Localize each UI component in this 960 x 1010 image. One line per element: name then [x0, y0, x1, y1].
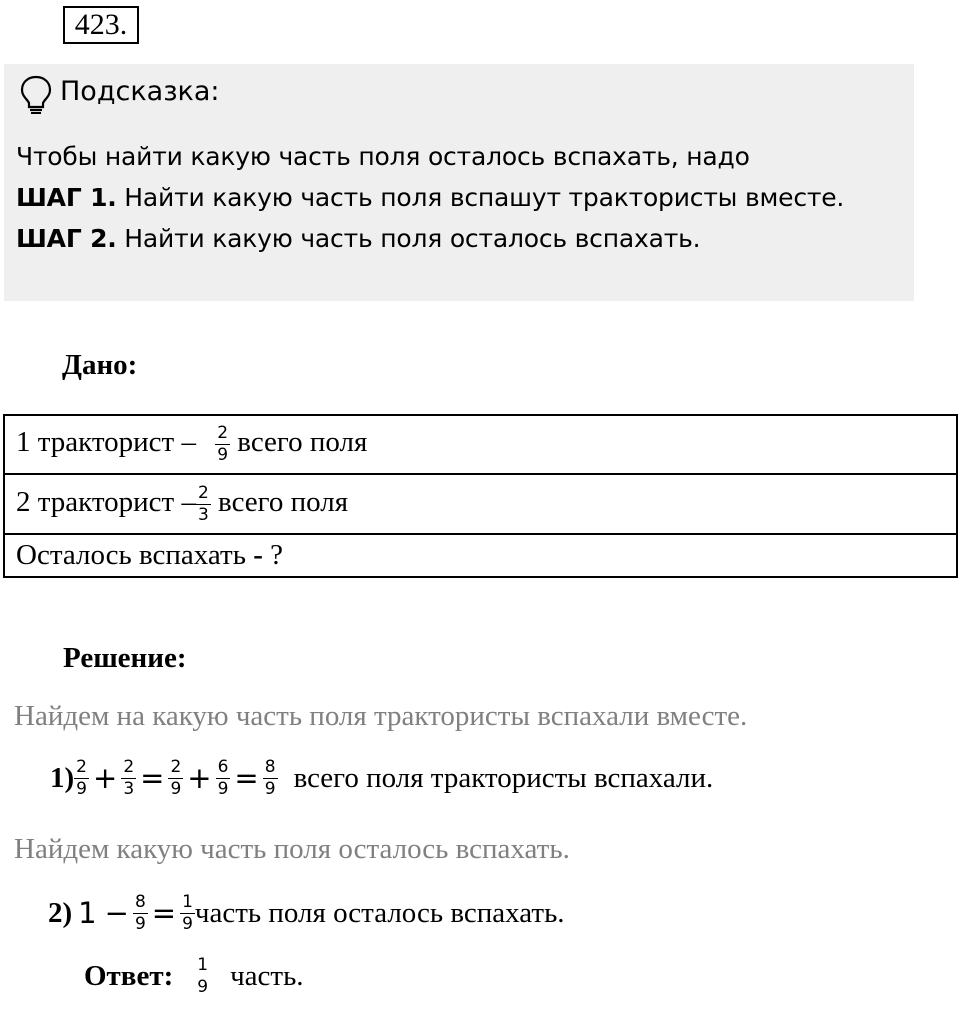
table-row	[4, 474, 957, 534]
fraction	[215, 424, 230, 465]
numerator: 8	[134, 891, 146, 912]
fraction	[121, 758, 136, 799]
step-2-text: Найти какую часть поля осталось вспахать.	[116, 224, 701, 253]
number-one: 1	[78, 896, 97, 930]
row-suffix: всего поля	[230, 426, 368, 459]
numerator: 2	[76, 756, 87, 777]
equation-1-text: всего поля трактористы вспахали.	[293, 762, 714, 794]
table-row	[4, 415, 957, 474]
equals-sign: =	[151, 896, 177, 930]
fraction	[168, 758, 183, 799]
denominator: 9	[217, 445, 229, 465]
hint-step-1	[16, 181, 844, 215]
denominator: 9	[217, 778, 229, 799]
solution-comment-2: Найдем какую часть поля осталось вспахать.	[14, 833, 570, 865]
minus-sign: −	[104, 896, 129, 930]
lightbulb-icon	[18, 74, 54, 114]
step-1-label: ШАГ 1.	[16, 183, 117, 212]
numerator: 2	[123, 756, 135, 777]
denominator: 9	[76, 778, 87, 799]
row-suffix: всего поля	[210, 485, 349, 518]
given-title: Дано:	[62, 349, 138, 381]
denominator: 9	[264, 778, 276, 799]
numerator: 1	[182, 891, 193, 912]
numerator: 2	[170, 756, 182, 777]
equals-sign: =	[234, 761, 259, 795]
given-row-2	[4, 474, 957, 534]
denominator: 3	[123, 778, 135, 799]
plus-sign: +	[93, 761, 118, 795]
fraction	[195, 956, 210, 997]
hint-step-2	[16, 222, 700, 256]
step-label: 2)	[48, 897, 73, 929]
row-text: Осталось вспахать	[16, 539, 254, 571]
denominator: 9	[197, 976, 209, 997]
solution-comment-1: Найдем на какую часть поля трактористы вспахали вместе.	[14, 700, 748, 732]
given-row-1	[4, 415, 957, 474]
denominator: 9	[170, 778, 182, 799]
fraction	[263, 758, 278, 799]
row-text: 1 тракторист –	[16, 426, 204, 459]
step-1-text: Найти какую часть поля вспашут трактористы вместе.	[116, 183, 845, 212]
numerator: 6	[217, 756, 229, 777]
numerator: 2	[217, 423, 229, 443]
hint-title: Подсказка:	[60, 76, 220, 107]
fraction	[180, 893, 195, 934]
table-row	[4, 534, 957, 577]
numerator: 8	[264, 756, 276, 777]
answer-text: часть.	[230, 960, 304, 992]
solution-title: Решение:	[63, 642, 187, 674]
row-text: 2 тракторист –	[16, 485, 196, 518]
fraction	[74, 758, 89, 799]
equation-1	[50, 748, 713, 808]
equation-2	[48, 883, 565, 943]
fraction	[216, 758, 231, 799]
plus-sign: +	[187, 761, 212, 795]
given-row-3	[4, 534, 957, 577]
step-label: 1)	[50, 762, 75, 794]
hint-intro: Чтобы найти какую часть поля осталось вспахать, надо	[16, 142, 750, 171]
dash: -	[253, 539, 263, 571]
hint-box	[4, 64, 914, 301]
fraction	[196, 484, 211, 525]
row-suffix: ?	[262, 539, 283, 571]
denominator: 3	[197, 504, 209, 525]
fraction	[133, 893, 148, 934]
numerator: 1	[197, 954, 209, 975]
task-number: 423.	[63, 6, 139, 44]
equation-2-text: часть поля осталось вспахать.	[194, 897, 565, 929]
answer-label: Ответ:	[84, 960, 174, 992]
denominator: 9	[182, 913, 193, 934]
numerator: 2	[197, 482, 209, 503]
equals-sign: =	[140, 761, 165, 795]
step-2-label: ШАГ 2.	[16, 224, 117, 253]
answer-line	[84, 946, 304, 1006]
given-table	[3, 414, 958, 578]
denominator: 9	[134, 913, 146, 934]
